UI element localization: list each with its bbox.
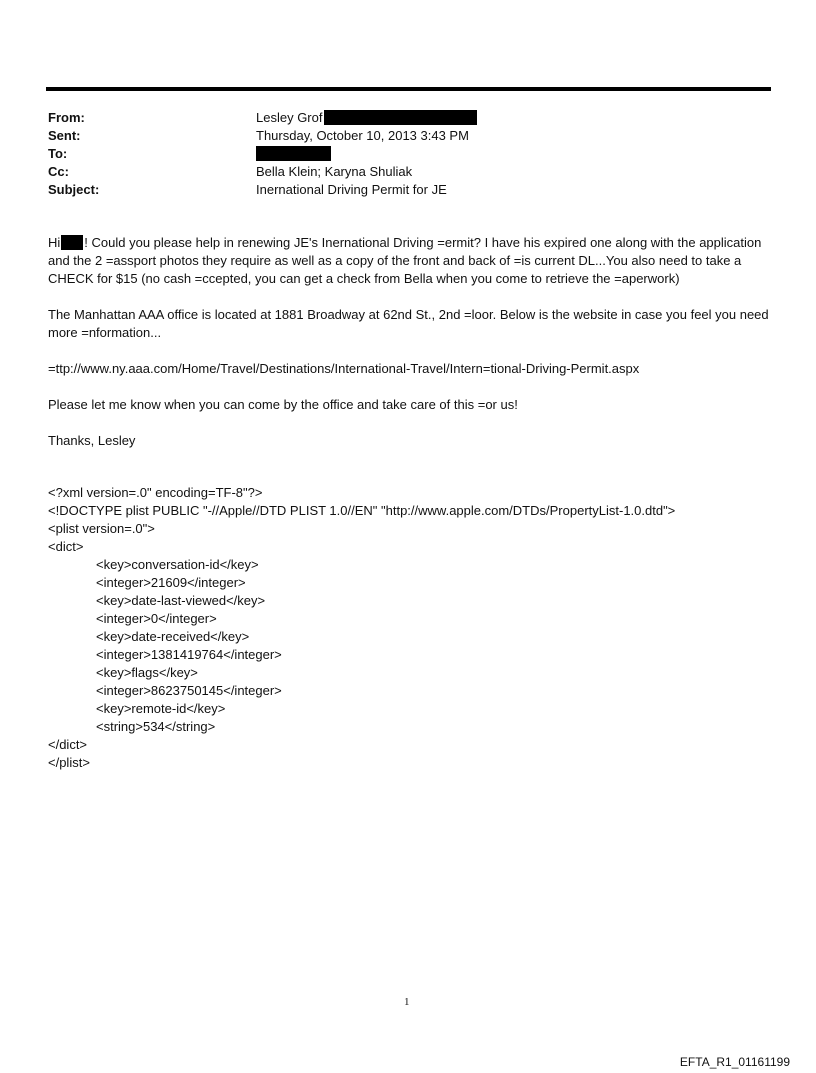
subject-value: Inernational Driving Permit for JE (256, 181, 447, 197)
from-value-wrap (256, 110, 477, 125)
from-row (48, 108, 768, 126)
signoff: Thanks, Lesley (48, 433, 136, 448)
xml-line: <dict> (48, 539, 84, 554)
to-redaction (256, 146, 331, 161)
email-body (48, 234, 774, 450)
xml-line: <integer>8623750145</integer> (96, 683, 282, 698)
xml-line: <key>remote-id</key> (96, 701, 226, 716)
xml-line: <?xml version=.0" encoding=TF-8"?> (48, 485, 263, 500)
xml-line: <key>date-received</key> (96, 629, 250, 644)
from-value: Lesley Grof (256, 109, 323, 125)
body-paragraph-1 (48, 234, 774, 288)
body-paragraph-2: The Manhattan AAA office is located at 1881 Broadway at 62nd St., 2nd =loor. Below is the website in case you feel you need more =nformation... (48, 307, 769, 340)
subject-row (48, 180, 768, 198)
xml-line: </dict> (48, 737, 88, 752)
xml-line: <key>flags</key> (96, 665, 198, 680)
xml-line: </plist> (48, 755, 90, 770)
plist-block (48, 484, 675, 772)
paragraph-1-text: ! Could you please help in renewing JE's Inernational Driving =ermit? I have his expired one along with the application and the 2 =assport photos they require as well as a copy of the front and back of =is current DL...You also need to take a CHECK for $15 (no cash =ccepted, you can get a check from Bella when you come to retrieve the =aperwork) (48, 235, 762, 286)
from-label: From: (48, 109, 85, 125)
cc-value: Bella Klein; Karyna Shuliak (256, 163, 413, 179)
website-url: =ttp://www.ny.aaa.com/Home/Travel/Destinations/International-Travel/Intern=tional-Driving-Permit.aspx (48, 361, 640, 376)
to-label: To: (48, 145, 68, 161)
xml-line: <integer>0</integer> (96, 611, 217, 626)
header-rule (46, 87, 771, 91)
xml-line: <integer>1381419764</integer> (96, 647, 282, 662)
xml-line: <key>conversation-id</key> (96, 557, 259, 572)
subject-label: Subject: (48, 181, 100, 197)
xml-line: <!DOCTYPE plist PUBLIC "-//Apple//DTD PLIST 1.0//EN" "http://www.apple.com/DTDs/PropertyList-1.0.dtd"> (48, 503, 676, 518)
cc-label: Cc: (48, 163, 69, 179)
name-redaction (61, 235, 83, 250)
sent-row (48, 126, 768, 144)
from-redaction (324, 110, 477, 125)
document-id: EFTA_R1_01161199 (679, 1055, 790, 1069)
cc-row (48, 162, 768, 180)
xml-line: <integer>21609</integer> (96, 575, 246, 590)
sent-value: Thursday, October 10, 2013 3:43 PM (256, 127, 469, 143)
greeting: Hi (48, 235, 61, 250)
xml-line: <plist version=.0"> (48, 521, 155, 536)
body-paragraph-4: Please let me know when you can come by the office and take care of this =or us! (48, 397, 518, 412)
page-number: 1 (404, 996, 410, 1008)
xml-line: <key>date-last-viewed</key> (96, 593, 266, 608)
sent-label: Sent: (48, 127, 81, 143)
to-value-wrap (256, 146, 331, 161)
email-header (48, 108, 768, 198)
xml-line: <string>534</string> (96, 719, 216, 734)
to-row (48, 144, 768, 162)
